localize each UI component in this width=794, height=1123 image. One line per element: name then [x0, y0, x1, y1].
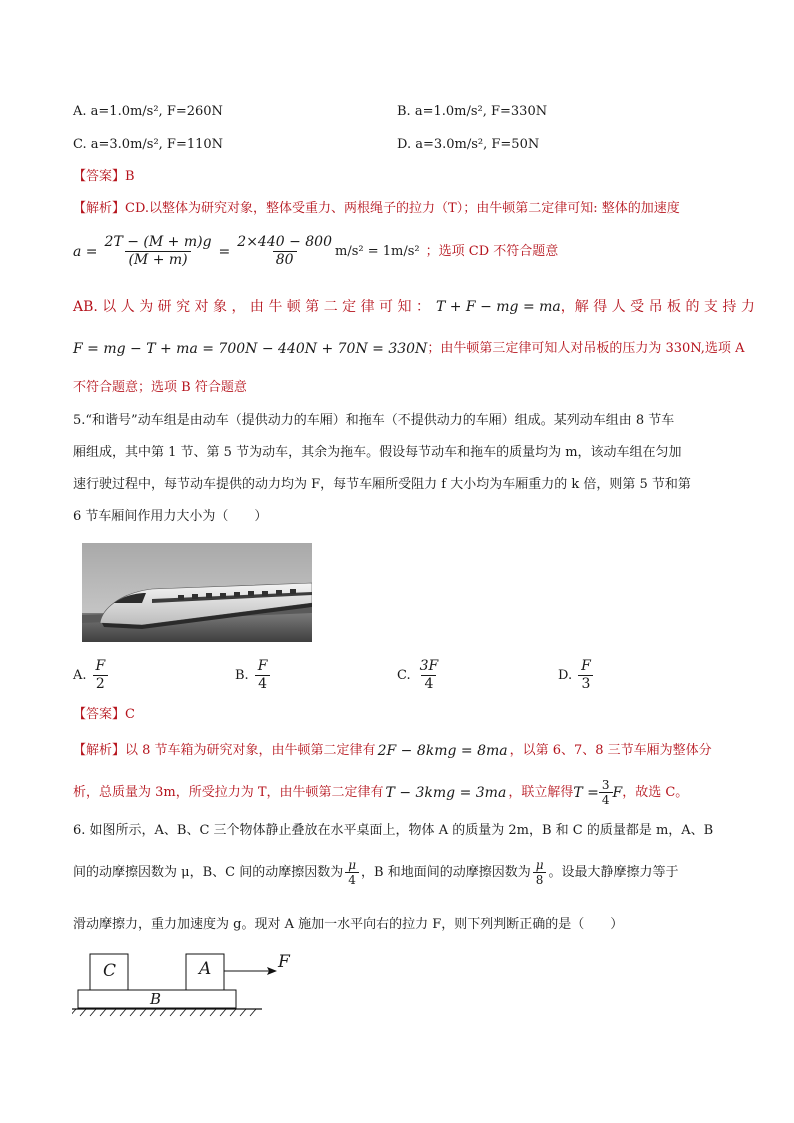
analysis-tag: 【解析】 — [73, 201, 126, 216]
q4-analysis-line1 — [73, 201, 680, 217]
stem-text: 间的动摩擦因数为 μ，B、C 间的动摩擦因数为 — [73, 864, 344, 880]
numerator: 3 — [601, 778, 610, 792]
q5-option-d — [558, 658, 594, 693]
option-fraction — [93, 658, 109, 693]
q4-equation-1 — [73, 234, 558, 269]
denominator: 8 — [533, 872, 547, 887]
q4-analysis-line3 — [73, 299, 755, 315]
label-f: F — [278, 952, 290, 972]
eq-inline: T − 3kmg = 3ma — [385, 784, 507, 801]
numerator: 3F — [419, 658, 439, 674]
label-b: B — [150, 990, 162, 1008]
eq-3: F = mg − T + ma = 700N − 440N + 70N = 330N — [73, 341, 428, 357]
denominator: 4 — [345, 872, 359, 887]
q4-option-a: A. a=1.0m/s², F=260N — [73, 104, 223, 119]
numerator: μ — [348, 858, 357, 872]
analysis-text: AB. 以 人 为 研 究 对 象 ， 由 牛 顿 第 二 定 律 可 知 ： — [73, 299, 430, 315]
answer-tag: 【答案】 — [73, 707, 126, 722]
blocks-figure — [72, 950, 302, 1020]
mu-over-4 — [345, 858, 359, 887]
label-a: A — [199, 959, 212, 979]
q5-stem-line2: 厢组成，其中第 1 节、第 5 节为动车，其余为拖车。假设每节动车和拖车的质量均为 m，该动车组在匀加 — [73, 445, 682, 460]
analysis-text: 以 8 节车箱为研究对象，由牛顿第二定律有 — [125, 743, 376, 758]
eq-denominator: (M + m) — [125, 251, 190, 269]
label-c: C — [103, 961, 117, 981]
analysis-text: ，故选 C。 — [622, 784, 689, 800]
q4-option-c: C. a=3.0m/s², F=110N — [73, 137, 224, 152]
q5-analysis-line2 — [73, 778, 688, 807]
eq-inline: 2F − 8kmg = 8ma — [377, 743, 508, 759]
option-label: C. — [397, 667, 411, 683]
denominator: 4 — [421, 675, 436, 693]
q5-stem-line1: 5.“和谐号”动车组是由动车（提供动力的车厢）和拖车（不提供动力的车厢）组成。某列动车组由 8 节车 — [73, 413, 675, 428]
denominator: 4 — [255, 675, 270, 693]
eq-fraction — [599, 778, 613, 807]
eq-tail: m/s² = 1m/s² — [335, 244, 420, 259]
denominator: 4 — [599, 792, 613, 807]
option-label: B. — [235, 667, 249, 683]
q4-option-d: D. a=3.0m/s², F=50N — [397, 137, 540, 152]
analysis-text: ，解 得 人 受 吊 板 的 支 持 力 — [560, 299, 755, 315]
q5-option-c — [397, 658, 441, 693]
option-fraction — [417, 658, 442, 693]
analysis-tag: 【解析】 — [73, 743, 126, 758]
q6-stem-line1: 6. 如图所示，A、B、C 三个物体静止叠放在水平桌面上，物体 A 的质量为 2m，B 和 C 的质量都是 m，A、B — [73, 823, 714, 838]
q4-analysis-line5: 不符合题意；选项 B 符合题意 — [73, 380, 247, 395]
denominator: 2 — [93, 675, 108, 693]
eq-inline: T = — [573, 784, 599, 801]
eq-numerator: 2×440 − 800 — [237, 234, 332, 250]
analysis-text: 析，总质量为 3m，所受拉力为 T，由牛顿第二定律有 — [73, 784, 384, 800]
analysis-text: CD.以整体为研究对象，整体受重力、两根绳子的拉力（T）；由牛顿第二定律可知: 整体的加速度 — [125, 201, 680, 216]
numerator: F — [257, 658, 268, 674]
answer-value: B — [125, 169, 135, 184]
q5-stem-line4: 6 节车厢间作用力大小为（ ） — [73, 509, 268, 524]
analysis-text: ，以第 6、7、8 三节车厢为整体分 — [509, 743, 712, 758]
analysis-text: ，联立解得 — [508, 784, 574, 800]
eq-lhs: a = — [73, 243, 98, 260]
train-image — [82, 543, 312, 642]
denominator: 3 — [578, 675, 593, 693]
eq-denominator: 80 — [273, 251, 297, 269]
q5-option-b — [235, 658, 270, 693]
answer-tag: 【答案】 — [73, 169, 126, 184]
eq-fraction-1 — [102, 234, 215, 269]
answer-value: C — [125, 707, 135, 722]
q5-option-a — [73, 658, 108, 693]
q5-analysis-line1 — [73, 743, 712, 759]
q6-stem-line3: 滑动摩擦力，重力加速度为 g。现对 A 施加一水平向右的拉力 F，则下列判断正确的是（ ） — [73, 917, 624, 932]
train-photo — [82, 543, 312, 642]
option-label: D. — [558, 667, 573, 683]
eq-fraction-2 — [234, 234, 335, 269]
eq-inline: F — [612, 784, 623, 801]
q5-stem-line3: 速行驶过程中，每节动车提供的动力均为 F，每节车厢所受阻力 f 大小均为车厢重力的 k 倍，则第 5 节和第 — [73, 477, 691, 492]
stem-text: 。设最大静摩擦力等于 — [548, 864, 679, 880]
ground-hatching — [72, 1009, 256, 1016]
option-label: A. — [73, 667, 87, 683]
q4-answer-row — [73, 169, 135, 185]
stem-text: ，B 和地面间的动摩擦因数为 — [361, 864, 531, 880]
option-fraction — [578, 658, 594, 693]
eq-comment: ；选项 CD 不符合题意 — [425, 243, 559, 259]
q4-option-b: B. a=1.0m/s², F=330N — [397, 104, 548, 119]
q4-analysis-line4 — [73, 341, 744, 357]
analysis-text: ；由牛顿第三定律可知人对吊板的压力为 330N,选项 A — [427, 341, 745, 356]
eq-numerator: 2T − (M + m)g — [104, 234, 212, 250]
numerator: F — [95, 658, 106, 674]
eq-sign: = — [218, 243, 231, 260]
q6-stem-line2 — [73, 858, 679, 887]
q5-answer-row — [73, 707, 135, 723]
numerator: μ — [535, 858, 544, 872]
mu-over-8 — [533, 858, 547, 887]
numerator: F — [581, 658, 591, 674]
option-fraction — [255, 658, 271, 693]
eq-2: T + F − mg = ma — [435, 299, 561, 315]
